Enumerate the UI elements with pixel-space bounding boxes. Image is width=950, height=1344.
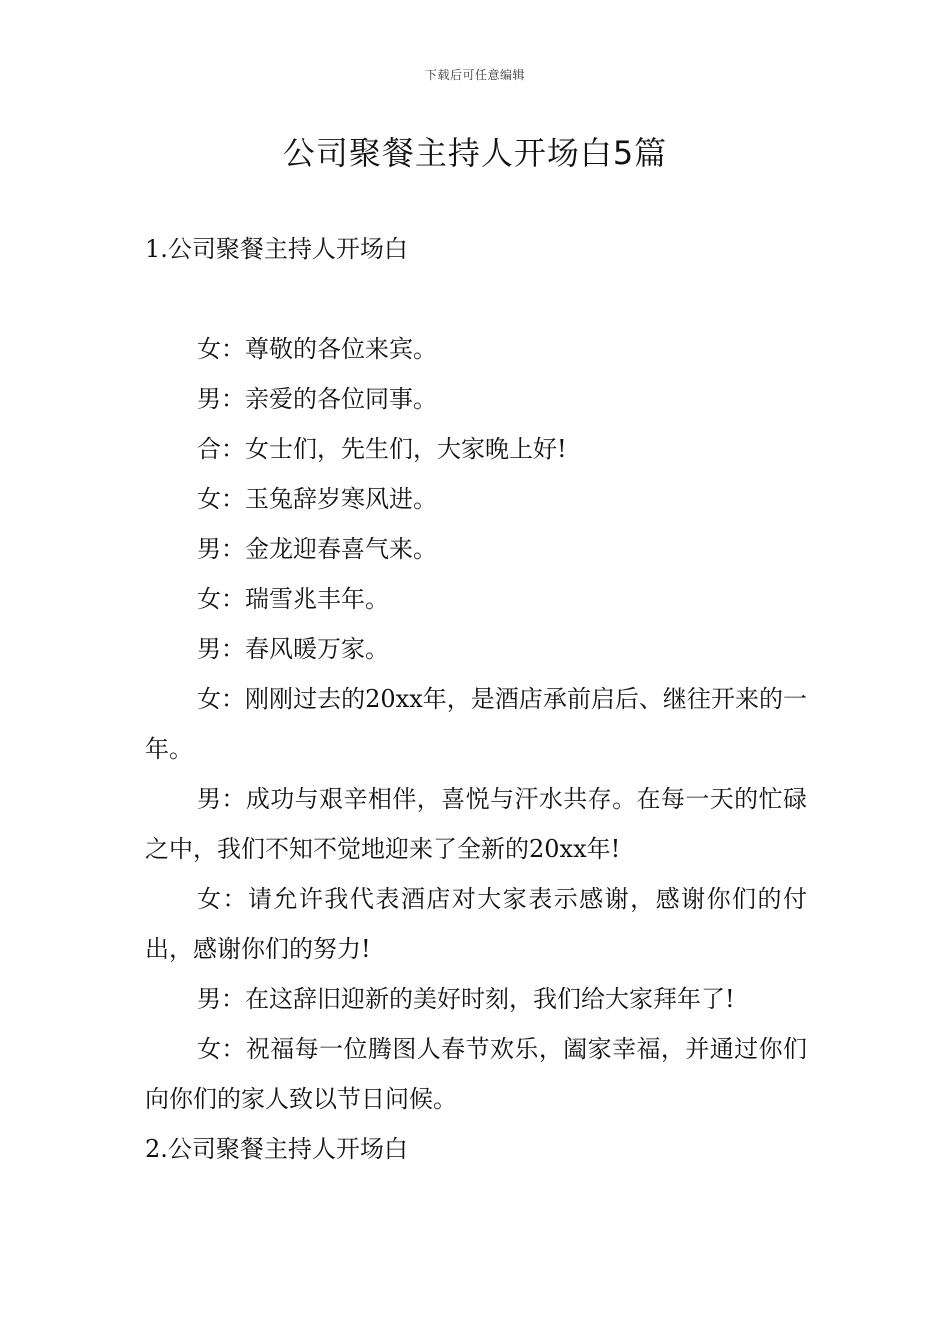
paragraph: 男：在这辞旧迎新的美好时刻，我们给大家拜年了! (197, 985, 735, 1013)
paragraph: 合：女士们，先生们，大家晚上好! (197, 435, 567, 463)
section-heading-2: 2.公司聚餐主持人开场白 (145, 1135, 408, 1163)
paragraph: 男：亲爱的各位同事。 (197, 385, 437, 413)
paragraph: 女：瑞雪兆丰年。 (197, 585, 389, 613)
paragraph: 男：成功与艰辛相伴，喜悦与汗水共存。在每一天的忙碌之中，我们不知不觉地迎来了全新的20xx年! (145, 785, 807, 863)
paragraph: 女：玉兔辞岁寒风进。 (197, 485, 437, 513)
paragraph: 男：春风暖万家。 (197, 635, 389, 663)
paragraph: 女：祝福每一位腾图人春节欢乐，阖家幸福，并通过你们向你们的家人致以节日问候。 (145, 1035, 807, 1113)
paragraph: 女：刚刚过去的20xx年，是酒店承前启后、继往开来的一年。 (145, 685, 807, 763)
section-heading-1: 1.公司聚餐主持人开场白 (145, 235, 408, 263)
blank-line (145, 274, 807, 324)
header-note: 下载后可任意编辑 (424, 68, 525, 82)
document-title: 公司聚餐主持人开场白5篇 (282, 134, 668, 172)
paragraph: 女：请允许我代表酒店对大家表示感谢，感谢你们的付出，感谢你们的努力! (145, 885, 807, 963)
paragraph: 女：尊敬的各位来宾。 (197, 335, 437, 363)
paragraph: 男：金龙迎春喜气来。 (197, 535, 437, 563)
document-body (145, 224, 807, 1174)
